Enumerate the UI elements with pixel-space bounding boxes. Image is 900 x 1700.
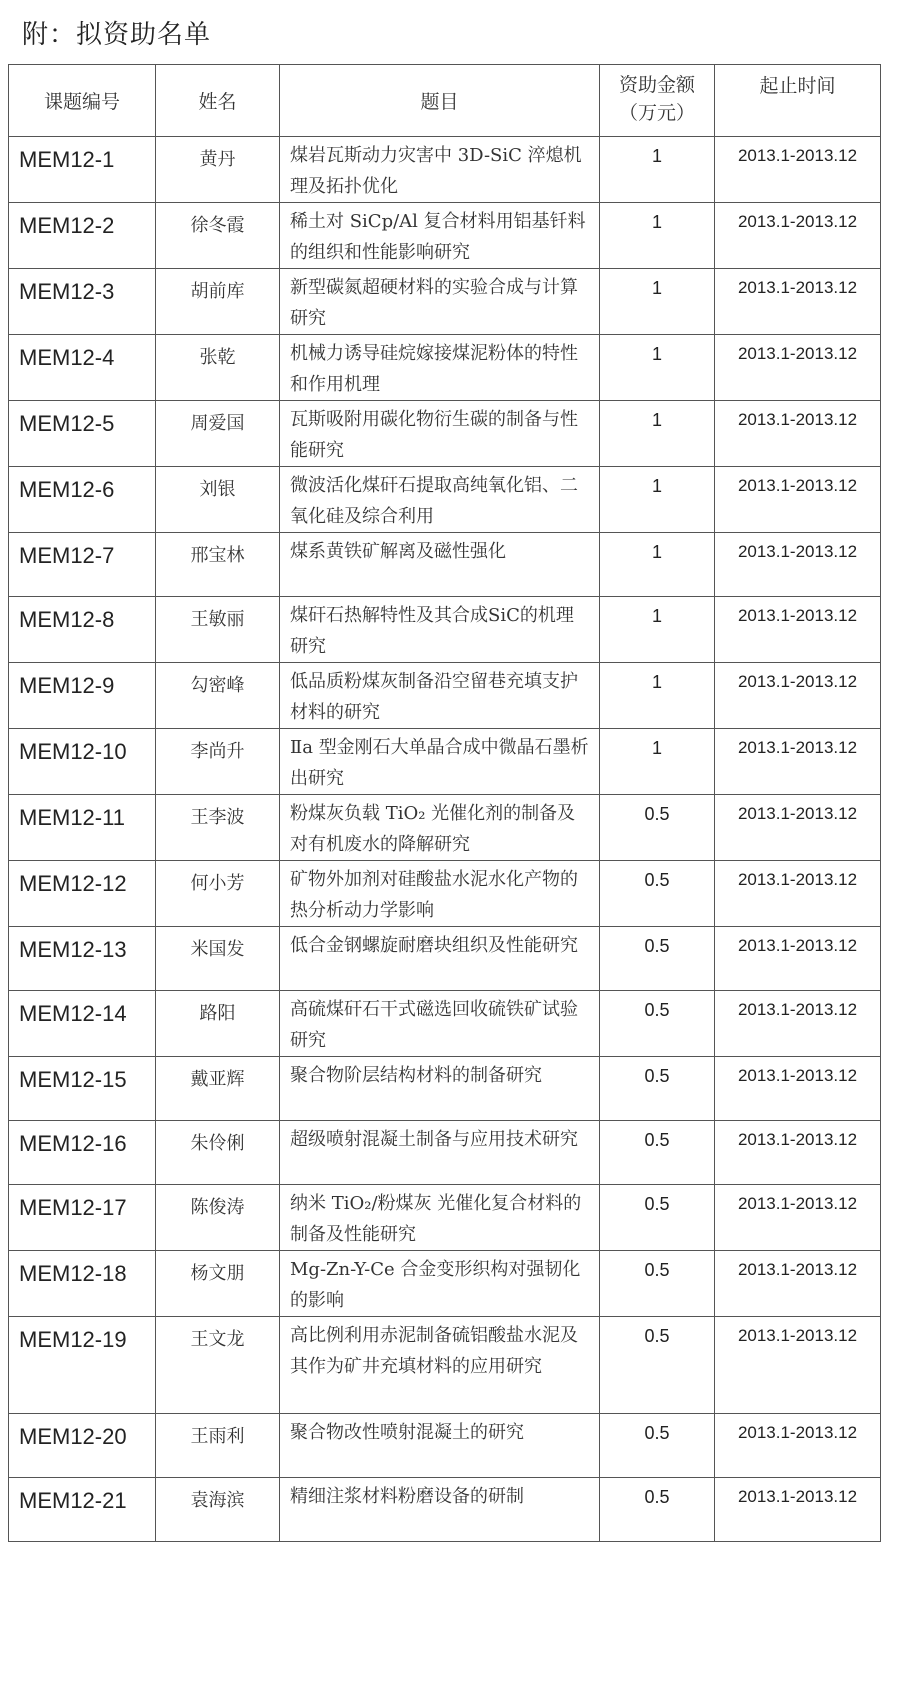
period-cell: 2013.1-2013.12: [715, 269, 881, 335]
table-row: [9, 1414, 881, 1478]
table-row: [9, 137, 881, 203]
period-cell: 2013.1-2013.12: [715, 729, 881, 795]
name-cell: 勾密峰: [156, 663, 280, 729]
header-period: 起止时间: [715, 65, 881, 137]
title-cell: 煤岩瓦斯动力灾害中 3D-SiC 淬熄机理及拓扑优化: [280, 137, 600, 203]
name-cell: 袁海滨: [156, 1478, 280, 1542]
project-id-cell: MEM12-21: [9, 1478, 156, 1542]
project-id-cell: MEM12-18: [9, 1251, 156, 1317]
name-cell: 王敏丽: [156, 597, 280, 663]
header-name: 姓名: [156, 65, 280, 137]
table-row: [9, 663, 881, 729]
project-id-cell: MEM12-5: [9, 401, 156, 467]
title-cell: 煤系黄铁矿解离及磁性强化: [280, 533, 600, 597]
name-cell: 戴亚辉: [156, 1057, 280, 1121]
amount-cell: 0.5: [600, 1185, 715, 1251]
amount-cell: 0.5: [600, 861, 715, 927]
header-project-id: 课题编号: [9, 65, 156, 137]
project-id-cell: MEM12-2: [9, 203, 156, 269]
project-id-cell: MEM12-3: [9, 269, 156, 335]
amount-cell: 0.5: [600, 795, 715, 861]
amount-cell: 0.5: [600, 1057, 715, 1121]
period-cell: 2013.1-2013.12: [715, 1057, 881, 1121]
period-cell: 2013.1-2013.12: [715, 597, 881, 663]
title-cell: 稀土对 SiCp/Al 复合材料用铝基钎料的组织和性能影响研究: [280, 203, 600, 269]
table-row: [9, 1317, 881, 1414]
title-cell: 高硫煤矸石干式磁选回收硫铁矿试验研究: [280, 991, 600, 1057]
table-body: [9, 137, 881, 1542]
project-id-cell: MEM12-4: [9, 335, 156, 401]
period-cell: 2013.1-2013.12: [715, 927, 881, 991]
page-title: 附：拟资助名单: [22, 20, 212, 50]
amount-cell: 1: [600, 335, 715, 401]
period-cell: 2013.1-2013.12: [715, 1414, 881, 1478]
title-cell: 微波活化煤矸石提取高纯氧化铝、二氧化硅及综合利用: [280, 467, 600, 533]
project-id-cell: MEM12-12: [9, 861, 156, 927]
amount-cell: 0.5: [600, 1251, 715, 1317]
title-cell: 矿物外加剂对硅酸盐水泥水化产物的热分析动力学影响: [280, 861, 600, 927]
title-cell: Ⅱa 型金刚石大单晶合成中微晶石墨析出研究: [280, 729, 600, 795]
name-cell: 胡前库: [156, 269, 280, 335]
name-cell: 邢宝林: [156, 533, 280, 597]
name-cell: 王文龙: [156, 1317, 280, 1414]
title-cell: 纳米 TiO₂/粉煤灰 光催化复合材料的制备及性能研究: [280, 1185, 600, 1251]
header-title: 题目: [280, 65, 600, 137]
header-amount: [600, 65, 715, 137]
name-cell: 王雨利: [156, 1414, 280, 1478]
table-header-row: [9, 65, 881, 137]
name-cell: 米国发: [156, 927, 280, 991]
amount-cell: 1: [600, 269, 715, 335]
project-id-cell: MEM12-13: [9, 927, 156, 991]
table-row: [9, 597, 881, 663]
amount-cell: 1: [600, 203, 715, 269]
table-row: [9, 335, 881, 401]
amount-cell: 0.5: [600, 1121, 715, 1185]
amount-cell: 1: [600, 533, 715, 597]
name-cell: 周爱国: [156, 401, 280, 467]
title-cell: 低品质粉煤灰制备沿空留巷充填支护材料的研究: [280, 663, 600, 729]
period-cell: 2013.1-2013.12: [715, 991, 881, 1057]
period-cell: 2013.1-2013.12: [715, 137, 881, 203]
table-row: [9, 927, 881, 991]
table-row: [9, 467, 881, 533]
amount-cell: 1: [600, 137, 715, 203]
period-cell: 2013.1-2013.12: [715, 401, 881, 467]
name-cell: 杨文朋: [156, 1251, 280, 1317]
project-id-cell: MEM12-14: [9, 991, 156, 1057]
name-cell: 朱伶俐: [156, 1121, 280, 1185]
amount-cell: 0.5: [600, 1478, 715, 1542]
period-cell: 2013.1-2013.12: [715, 335, 881, 401]
period-cell: 2013.1-2013.12: [715, 203, 881, 269]
project-id-cell: MEM12-15: [9, 1057, 156, 1121]
period-cell: 2013.1-2013.12: [715, 1478, 881, 1542]
amount-cell: 0.5: [600, 1317, 715, 1414]
project-id-cell: MEM12-10: [9, 729, 156, 795]
table-row: [9, 1251, 881, 1317]
amount-cell: 1: [600, 467, 715, 533]
name-cell: 徐冬霞: [156, 203, 280, 269]
amount-cell: 1: [600, 401, 715, 467]
table-row: [9, 1121, 881, 1185]
project-id-cell: MEM12-17: [9, 1185, 156, 1251]
table-row: [9, 1057, 881, 1121]
table-row: [9, 991, 881, 1057]
period-cell: 2013.1-2013.12: [715, 1251, 881, 1317]
name-cell: 刘银: [156, 467, 280, 533]
project-id-cell: MEM12-6: [9, 467, 156, 533]
table-row: [9, 1478, 881, 1542]
table-row: [9, 533, 881, 597]
amount-cell: 1: [600, 729, 715, 795]
name-cell: 陈俊涛: [156, 1185, 280, 1251]
name-cell: 张乾: [156, 335, 280, 401]
title-cell: 聚合物改性喷射混凝土的研究: [280, 1414, 600, 1478]
amount-cell: 0.5: [600, 927, 715, 991]
project-id-cell: MEM12-9: [9, 663, 156, 729]
project-id-cell: MEM12-20: [9, 1414, 156, 1478]
title-cell: Mg-Zn-Y-Ce 合金变形织构对强韧化的影响: [280, 1251, 600, 1317]
project-id-cell: MEM12-11: [9, 795, 156, 861]
table-row: [9, 203, 881, 269]
table-row: [9, 269, 881, 335]
amount-cell: 1: [600, 663, 715, 729]
table-row: [9, 729, 881, 795]
period-cell: 2013.1-2013.12: [715, 1317, 881, 1414]
period-cell: 2013.1-2013.12: [715, 861, 881, 927]
table-row: [9, 1185, 881, 1251]
period-cell: 2013.1-2013.12: [715, 533, 881, 597]
project-id-cell: MEM12-16: [9, 1121, 156, 1185]
title-cell: 超级喷射混凝土制备与应用技术研究: [280, 1121, 600, 1185]
amount-cell: 0.5: [600, 991, 715, 1057]
project-id-cell: MEM12-19: [9, 1317, 156, 1414]
title-cell: 聚合物阶层结构材料的制备研究: [280, 1057, 600, 1121]
project-id-cell: MEM12-1: [9, 137, 156, 203]
project-id-cell: MEM12-8: [9, 597, 156, 663]
name-cell: 路阳: [156, 991, 280, 1057]
period-cell: 2013.1-2013.12: [715, 1121, 881, 1185]
period-cell: 2013.1-2013.12: [715, 1185, 881, 1251]
title-cell: 低合金钢螺旋耐磨块组织及性能研究: [280, 927, 600, 991]
title-cell: 机械力诱导硅烷嫁接煤泥粉体的特性和作用机理: [280, 335, 600, 401]
amount-cell: 1: [600, 597, 715, 663]
table-row: [9, 861, 881, 927]
table-row: [9, 795, 881, 861]
title-cell: 粉煤灰负载 TiO₂ 光催化剂的制备及对有机废水的降解研究: [280, 795, 600, 861]
title-cell: 煤矸石热解特性及其合成SiC的机理研究: [280, 597, 600, 663]
title-cell: 精细注浆材料粉磨设备的研制: [280, 1478, 600, 1542]
name-cell: 黄丹: [156, 137, 280, 203]
amount-cell: 0.5: [600, 1414, 715, 1478]
name-cell: 李尚升: [156, 729, 280, 795]
title-cell: 瓦斯吸附用碳化物衍生碳的制备与性能研究: [280, 401, 600, 467]
period-cell: 2013.1-2013.12: [715, 795, 881, 861]
period-cell: 2013.1-2013.12: [715, 467, 881, 533]
table-row: [9, 401, 881, 467]
name-cell: 何小芳: [156, 861, 280, 927]
period-cell: 2013.1-2013.12: [715, 663, 881, 729]
header-amount-text: 资助金额 （万元）: [618, 74, 695, 124]
title-cell: 新型碳氮超硬材料的实验合成与计算研究: [280, 269, 600, 335]
name-cell: 王李波: [156, 795, 280, 861]
funding-list-table: [8, 64, 881, 1542]
project-id-cell: MEM12-7: [9, 533, 156, 597]
title-cell: 高比例利用赤泥制备硫铝酸盐水泥及其作为矿井充填材料的应用研究: [280, 1317, 600, 1414]
